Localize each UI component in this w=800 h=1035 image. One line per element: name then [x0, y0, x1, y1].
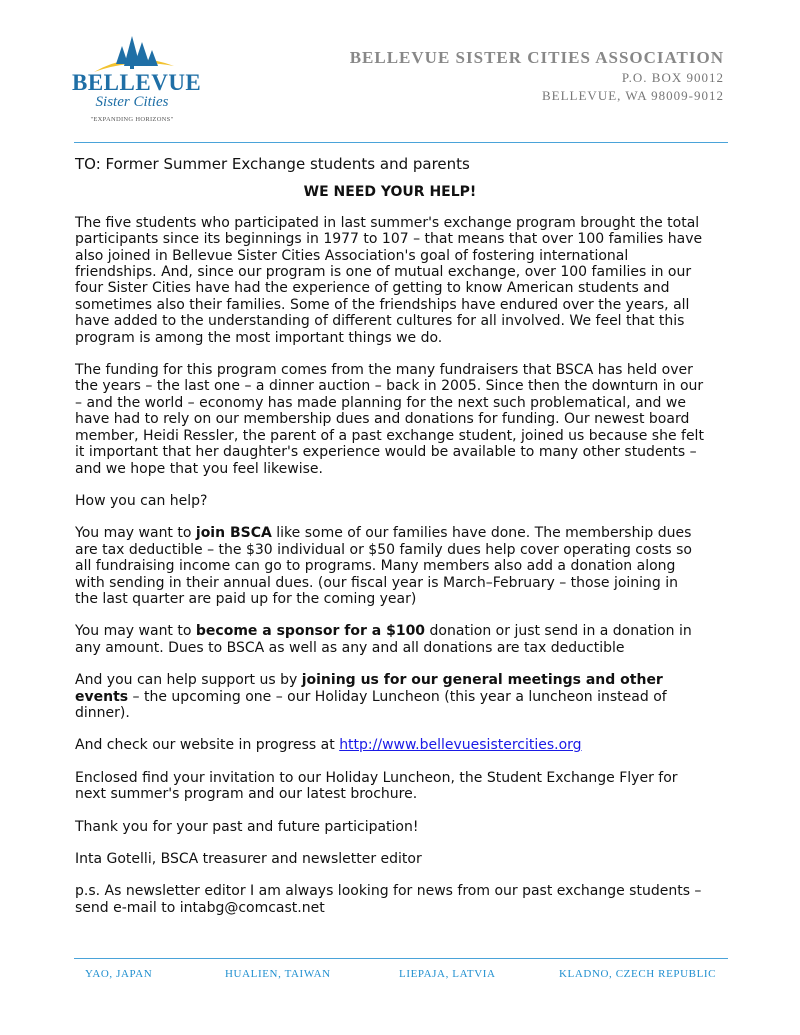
text: And check our website in progress at: [75, 737, 340, 754]
paragraph-thanks: Thank you for your past and future participation!: [75, 818, 419, 835]
letter-recipient: TO: Former Summer Exchange students and parents: [75, 155, 470, 173]
join-bsca-emphasis: join BSCA: [195, 525, 272, 542]
org-po-box: P.O. BOX 90012: [621, 70, 724, 85]
text: And you can help support us by: [75, 672, 302, 689]
paragraph-how-to-help: How you can help?: [75, 492, 208, 509]
paragraph-postscript: p.s. As newsletter editor I am always looking for news from our past exchange students – send e-mail to intabg@comcast.net: [75, 883, 702, 916]
org-address-block: [350, 48, 724, 104]
letter-headline: WE NEED YOUR HELP!: [303, 184, 477, 201]
text: You may want to: [75, 525, 196, 542]
bellevue-logo: [72, 32, 202, 128]
paragraph-program-history: The five students who participated in last summer's exchange program brought the total participants since its beginnings in 1977 to 107 – that means that over 100 families have also joined in Bellevue Sister Cities Association's goal of fostering international friendships. And, since our program is one of mutual exchange, over 100 families in our four Sister Cities have had the experience of getting to know American students and sometimes also their families. Some of the friendships have endured over the years, all have added to the understanding of different cultures for all involved. We feel that this program is among the most important things we do.: [75, 214, 703, 346]
letter-body: [75, 156, 705, 932]
paragraph-events: [75, 672, 705, 721]
text: donation or just send in a donation in any amount. Dues to BSCA as well as any and all donations are tax deductible: [75, 623, 692, 656]
header-divider: [74, 142, 728, 143]
text: You may want to: [75, 623, 196, 640]
footer-divider: [74, 958, 728, 959]
logo-wordmark: BELLEVUE: [72, 70, 202, 95]
footer-city-kladno: KLADNO, CZECH REPUBLIC: [559, 968, 717, 980]
footer-city-hualien: HUALIEN, TAIWAN: [225, 968, 331, 980]
paragraph-website: [75, 737, 705, 753]
sponsor-emphasis: become a sponsor for a $100: [195, 623, 426, 640]
paragraph-funding: The funding for this program comes from the many fundraisers that BSCA has held over the years – the last one – a dinner auction – back in 2005. Since then the downturn in our – and the world – economy has made planning for the next such problematical, and we have had to rely on our membership dues and donations for funding. Our newest board member, Heidi Ressler, the parent of a past exchange student, joined us because she felt it important that her daughter's experience would be available to many other students – and we hope that you feel likewise.: [75, 362, 704, 477]
text: like some of our families have done. The membership dues are tax deductible – the $30 individual or $50 family dues help cover operating costs so all fundraising income can go to programs. Many members also add a donation along with sending in their annual dues. (our fiscal year is March–February – those joining in the last quarter are paid up for the coming year): [75, 525, 692, 607]
signature-line: Inta Gotelli, BSCA treasurer and newsletter editor: [75, 851, 422, 867]
org-city: BELLEVUE, WA 98009-9012: [542, 88, 724, 103]
paragraph-join-bsca: [75, 525, 705, 607]
org-name: BELLEVUE SISTER CITIES ASSOCIATION: [349, 48, 724, 67]
website-link[interactable]: http://www.bellevuesistercities.org: [339, 737, 582, 754]
logo-tagline: "EXPANDING HORIZONS": [90, 116, 174, 123]
footer-city-yao: YAO, JAPAN: [85, 968, 153, 980]
events-emphasis: joining us for our general meetings and other events: [75, 672, 663, 705]
paragraph-enclosures: Enclosed find your invitation to our Holiday Luncheon, the Student Exchange Flyer for next summer's program and our latest brochure.: [75, 769, 678, 803]
paragraph-sponsor: [75, 623, 705, 656]
text: – the upcoming one – our Holiday Luncheon (this year a luncheon instead of dinner).: [75, 688, 667, 721]
footer-city-liepaja: LIEPAJA, LATVIA: [399, 968, 496, 980]
logo-subtitle: Sister Cities: [95, 94, 169, 110]
